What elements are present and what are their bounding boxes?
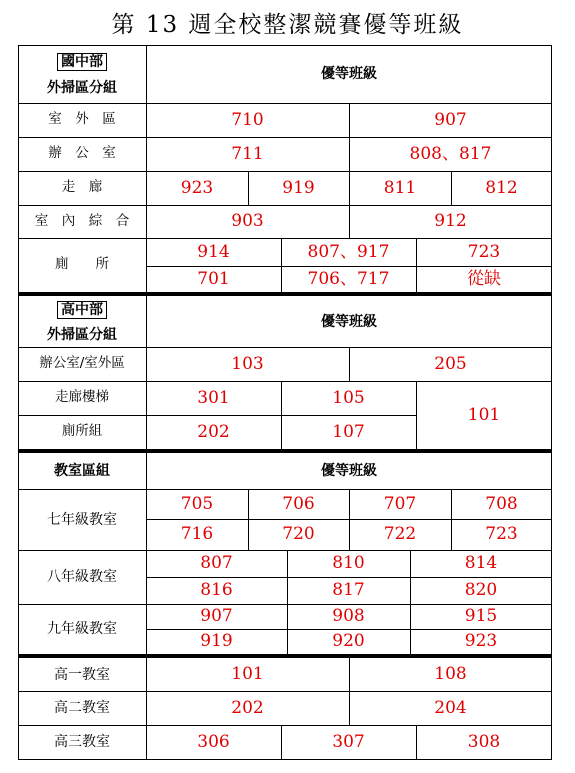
junior-unit-label: 國中部 [57,53,107,71]
area-label: 室 內 綜 合 [34,212,130,229]
senior-group-label: 外掃區分組 [47,327,117,343]
class-cell: 903 [231,211,264,231]
senior-unit-label: 高中部 [57,301,107,319]
area-label: 辦 公 室 [48,145,116,162]
area-label: 辦公室/室外區 [39,355,125,372]
area-label: 九年級教室 [47,621,117,637]
class-cell: 103 [231,353,264,374]
class-cell: 716 [180,524,214,544]
class-cell: 816 [200,580,233,600]
class-cell: 907 [434,109,467,130]
class-cell: 710 [231,109,264,130]
class-cell: 708 [485,493,518,514]
shared-class-cell: 101 [467,404,501,425]
class-cell: 307 [332,731,365,752]
class-cell: 從缺 [467,268,501,289]
class-cell: 723 [485,524,518,544]
class-cell: 807 [200,553,233,573]
area-label: 廁所組 [61,423,103,440]
area-label: 廁 所 [55,256,109,273]
area-label: 走 廊 [61,179,103,196]
class-cell: 711 [231,143,264,164]
area-label: 高二教室 [54,700,110,716]
class-cell: 907 [200,606,233,626]
class-cell: 915 [464,606,498,626]
area-label: 七年級教室 [47,511,117,528]
area-label: 八年級教室 [47,569,117,585]
class-cell: 807、917 [307,241,390,262]
class-cell: 920 [332,631,365,651]
page-title: 第 13 週全校整潔競賽優等班級 [111,12,464,38]
class-cell: 701 [197,268,230,289]
class-cell: 923 [464,631,498,651]
class-cell: 923 [180,177,214,198]
class-cell: 817 [332,580,365,600]
junior-header: 優等班級 [321,66,377,82]
class-cell: 202 [197,421,230,442]
class-cell: 706 [282,493,315,514]
class-cell: 919 [282,177,315,198]
class-cell: 811 [383,177,417,198]
class-cell: 101 [231,664,264,684]
senior-header: 優等班級 [321,313,377,330]
class-cell: 808、817 [409,143,492,164]
class-cell: 707 [383,493,417,514]
classroom-header: 優等班級 [321,463,377,479]
class-cell: 908 [332,606,365,626]
table-border-bottom [18,759,552,760]
class-cell: 810 [332,553,365,573]
class-cell: 205 [434,353,467,374]
classroom-group-label: 教室區組 [54,463,110,479]
area-label: 室 外 區 [48,111,116,128]
award-table [18,45,552,760]
class-cell: 912 [434,211,467,231]
class-cell: 720 [282,524,315,544]
class-cell: 301 [197,387,230,408]
area-label: 走廊樓梯 [55,389,109,406]
class-cell: 308 [467,731,501,752]
class-cell: 814 [464,553,498,573]
class-cell: 107 [332,421,365,442]
class-cell: 812 [485,177,518,198]
class-cell: 723 [467,241,501,262]
class-cell: 705 [180,493,214,514]
class-cell: 108 [434,664,467,684]
class-cell: 919 [200,631,233,651]
class-cell: 706、717 [307,268,390,289]
area-label: 高一教室 [54,666,110,683]
junior-group-label: 外掃區分組 [47,80,117,96]
class-cell: 722 [383,524,417,544]
area-label: 高三教室 [54,734,110,750]
class-cell: 914 [197,241,230,262]
class-cell: 204 [434,697,467,718]
class-cell: 105 [332,387,365,408]
class-cell: 820 [464,580,498,600]
class-cell: 306 [197,731,230,752]
class-cell: 202 [231,697,264,718]
